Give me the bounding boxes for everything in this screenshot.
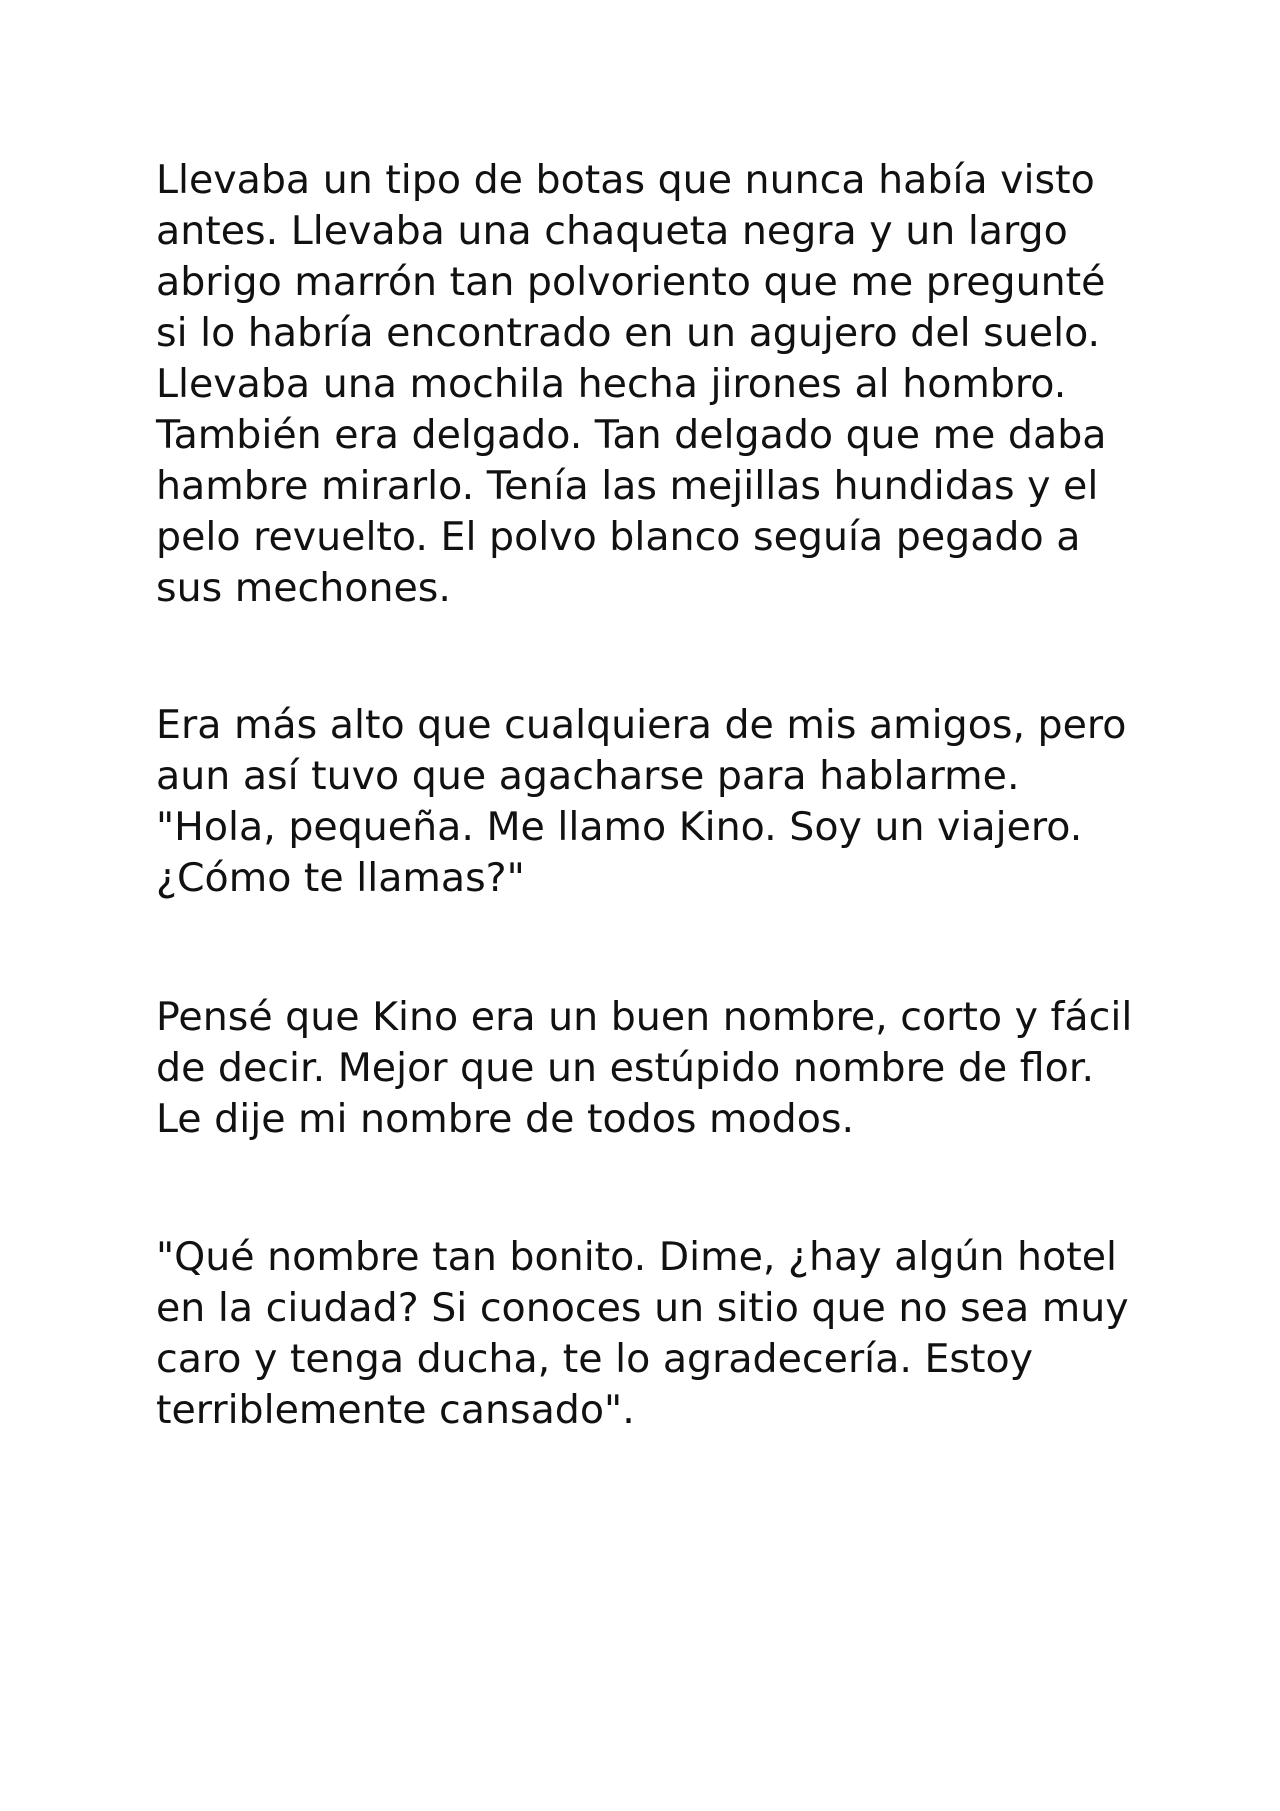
paragraph-boots-description: Llevaba un tipo de botas que nunca había visto antes. Llevaba una chaqueta negra y un largo abrigo marrón tan polvoriento que me pregunté si lo habría encontrado en un agujero del suelo. Llevaba una mochila hecha jirones al hombro. También era delgado. Tan delgado que me daba hambre mirarlo. Tenía las mejillas hundidas y el pelo revuelto. El polvo blanco seguía pegado a sus mechones. [156, 157, 1107, 611]
paragraph-name-thoughts: Pensé que Kino era un buen nombre, corto y fácil de decir. Mejor que un estúpido nombre de flor. Le dije mi nombre de todos modos. [156, 994, 1133, 1142]
paragraph-kino-introduction: Era más alto que cualquiera de mis amigos, pero aun así tuvo que agacharse para hablarme. "Hola, pequeña. Me llamo Kino. Soy un viajero. ¿Cómo te llamas?" [156, 702, 1127, 901]
paragraph-hotel-question: "Qué nombre tan bonito. Dime, ¿hay algún hotel en la ciudad? Si conoces un sitio que no sea muy caro y tenga ducha, te lo agradecería. Estoy terriblemente cansado". [156, 1234, 1129, 1433]
